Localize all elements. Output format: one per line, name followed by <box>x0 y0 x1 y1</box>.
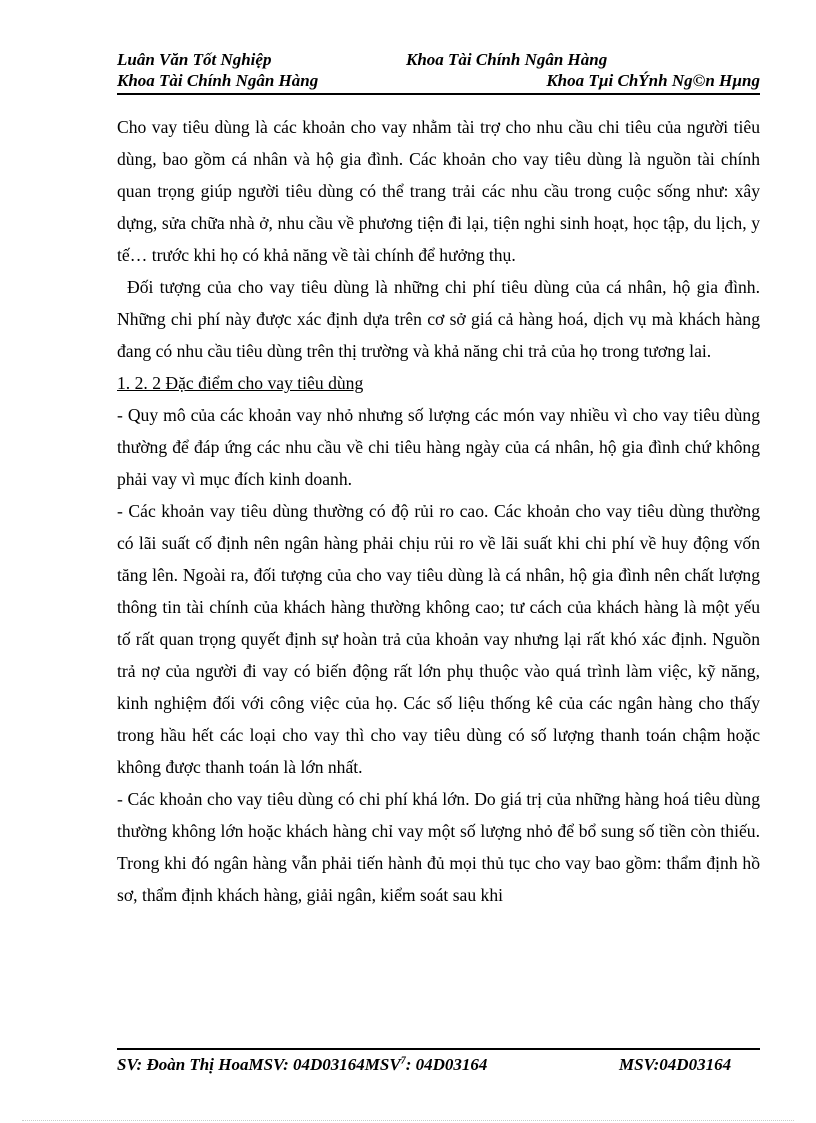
header-faculty-name-2: Khoa Tài Chính Ngân Hàng <box>117 71 319 90</box>
page-bottom-dotted-line <box>22 1120 794 1121</box>
paragraph-loan-risk: - Các khoản vay tiêu dùng thường có độ rủi ro cao. Các khoản cho vay tiêu dùng thường có lãi suất cố định nên ngân hàng phải chịu rủi ro về lãi suất khi chi phí về huy động vốn tăng lên. Ngoài ra, đối tượng của cho vay tiêu dùng là cá nhân, hộ gia đình nên chất lượng thông tin tài chính của khách hàng thường không cao; tư cách của khách hàng là một yếu tố rất quan trọng quyết định sự hoàn trả của khoản vay nhưng lại rất khó xác định. Nguồn trả nợ của người đi vay có biến động rất lớn phụ thuộc vào quá trình làm việc, kỹ năng, kinh nghiệm đối với công việc của họ. Các số liệu thống kê của các ngân hàng cho thấy trong hầu hết các loại cho vay thì cho vay tiêu dùng có số lượng thanh toán chậm hoặc không được thanh toán là lớn nhất. <box>117 501 760 777</box>
footer-student-name: SV: Đoàn Thị HoaMSV: 04D03164MSV <box>117 1055 401 1074</box>
paragraph-consumer-loan-definition: Cho vay tiêu dùng là các khoản cho vay nhằm tài trợ cho nhu cầu chi tiêu của người tiêu dùng, bao gồm cá nhân và hộ gia đình. Các khoản cho vay tiêu dùng là nguồn tài chính quan trọng giúp người tiêu dùng có thể trang trải các nhu cầu trong cuộc sống như: xây dựng, sửa chữa nhà ở, nhu cầu về phương tiện đi lại, tiện nghi sinh hoạt, học tập, du lịch, y tế… trước khi họ có khả năng về tài chính để hưởng thụ. <box>117 117 760 265</box>
paragraph-consumer-loan-object: Đối tượng của cho vay tiêu dùng là những chi phí tiêu dùng của cá nhân, hộ gia đình. Những chi phí này được xác định dựa trên cơ sở giá cả hàng hoá, dịch vụ mà khách hàng đang có nhu cầu tiêu dùng trên thị trường và khả năng chi trả của họ trong tương lai. <box>117 277 760 361</box>
footer-student-id-right: MSV:04D03164 <box>619 1055 732 1074</box>
header-rule <box>117 93 760 95</box>
header-faculty-name: Khoa Tài Chính Ngân Hàng <box>406 50 608 69</box>
section-heading-text: 1. 2. 2 Đặc điểm cho vay tiêu dùng <box>117 373 364 393</box>
paragraph-loan-scale: - Quy mô của các khoản vay nhỏ nhưng số lượng các món vay nhiều vì cho vay tiêu dùng thường để đáp ứng các nhu cầu về chi tiêu hàng ngày của cá nhân, hộ gia đình chứ không phải vay vì mục đích kinh doanh. <box>117 405 760 489</box>
paragraph-loan-cost: - Các khoản cho vay tiêu dùng có chi phí khá lớn. Do giá trị của những hàng hoá tiêu dùng thường không lớn hoặc khách hàng chỉ vay một số lượng nhỏ để bổ sung số tiền còn thiếu. Trong khi đó ngân hàng vẫn phải tiến hành đủ mọi thủ tục cho vay bao gồm: thẩm định hồ sơ, thẩm định khách hàng, giải ngân, kiểm soát sau khi <box>117 789 760 905</box>
footer-student-id: : 04D03164 <box>405 1055 488 1074</box>
section-heading <box>117 367 760 399</box>
header-thesis-title: Luân Văn Tốt Nghiệp <box>117 50 272 69</box>
page-number: 7 <box>400 1055 406 1067</box>
page-footer <box>117 1055 760 1077</box>
header-faculty-name-garbled: Khoa Tµi ChÝnh Ng©n Hµng <box>546 71 760 90</box>
footer-student-info <box>117 1055 487 1075</box>
document-body <box>117 111 760 911</box>
footer-rule <box>117 1048 760 1050</box>
